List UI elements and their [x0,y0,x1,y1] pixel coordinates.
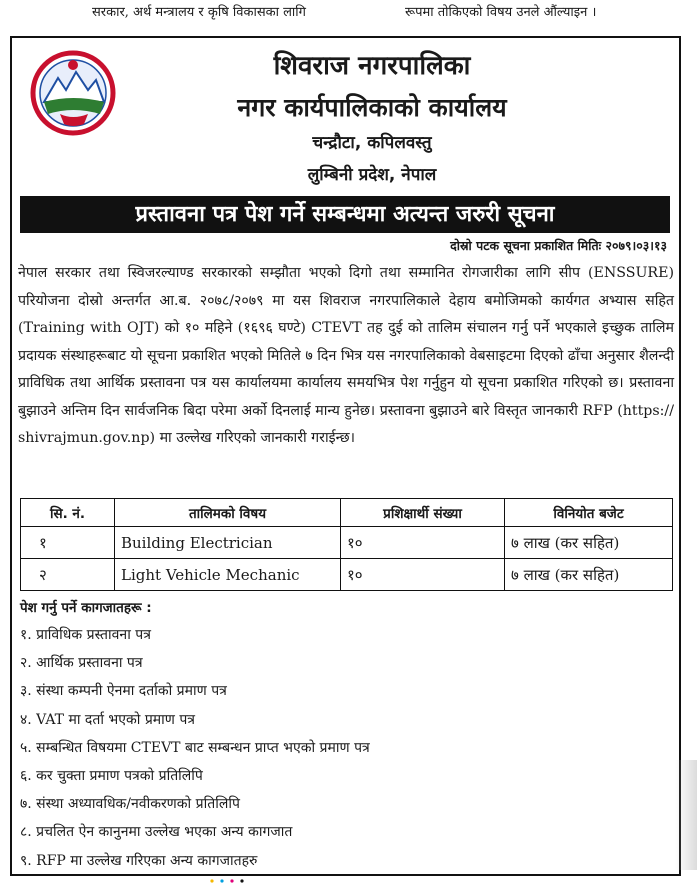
table-cell: १० [341,527,505,559]
list-item: ९. RFP मा उल्लेख गरिएका अन्य कागजातहरु [20,852,258,869]
published-date: दोस्रो पटक सूचना प्रकाशित मितिः २०७९।०३।१३ [450,238,667,253]
clipping-right-text: रूपमा तोकिएको विषय उनले औंल्याइन । [405,5,597,20]
nepal-government-emblem-icon [30,50,116,136]
table-header-row [21,499,673,527]
page-shadow [675,760,697,870]
notice-body: नेपाल सरकार तथा स्विजरल्याण्ड सरकारको सम्झौता भएको दिगो तथा सम्मानित रोगजारीका लागि सीप (ENSSURE) परियोजना दोस्रो अन्तर्गत आ.ब. २०७८/२०७९ मा यस शिवराज नगरपालिकाले देहाय बमोजिमको कार्यगत अभ्यास सहित (Training with OJT) को १० महिने (१६९६ घण्टे) CTEVT तह दुई को तालिम संचालन गर्नु पर्ने भएकाले इच्छुक तालिम प्रदायक संस्थाहरूबाट यो सूचना प्रकाशित भएको मितिले ७ दिन भित्र यस नगरपालिकाको वेबसाइटमा दिएको ढाँचा अनुसार शैलन्दी प्राविधिक तथा आर्थिक प्रस्तावना पत्र यस कार्यालयमा कार्यालय समयभित्र पेश गर्नुहुन यो सूचना प्रकाशित गरिएको छ। प्रस्तावना बुझाउने अन्तिम दिन सार्वजनिक बिदा परेमा अर्को दिनलाई मान्य हुनेछ। प्रस्तावना बुझाउने बारे विस्तृत जानकारी RFP (https:// shivrajmun.gov.np) मा उल्लेख गरिएको जानकारी गराईन्छ। [18,265,674,446]
documents-title: पेश गर्नु पर्ने कागजातहरू : [20,600,152,616]
notice-title-banner: प्रस्तावना पत्र पेश गर्ने सम्बन्धमा अत्यन्त जरुरी सूचना [20,196,670,233]
list-item: ७. संस्था अध्यावधिक/नवीकरणको प्रतिलिपि [20,796,240,813]
list-item: ६. कर चुक्ता प्रमाण पत्रको प्रतिलिपि [20,767,203,784]
table-cell: २ [21,559,115,591]
table-cell: ७ लाख (कर सहित) [505,559,673,591]
public-notice [10,36,681,876]
list-item: ३. संस्था कम्पनी ऐनमा दर्ताको प्रमाण पत्र [20,683,227,700]
column-header: सि. नं. [21,499,115,527]
list-item: ४. VAT मा दर्ता भएको प्रमाण पत्र [20,711,196,728]
table-row [21,559,673,591]
color-dots-decoration [208,878,258,884]
column-header: विनियोत बजेट [505,499,673,527]
address-line-1: चन्द्रौटा, कपिलवस्तु [312,133,432,153]
list-item: ८. प्रचलित ऐन कानुनमा उल्लेख भएका अन्य कागजात [20,824,293,841]
table-cell: Light Vehicle Mechanic [115,559,341,591]
list-item: १. प्राविधिक प्रस्तावना पत्र [20,627,151,643]
documents-list [20,625,370,879]
org-name: शिवराज नगरपालिका [273,51,471,81]
table-cell: ७ लाख (कर सहित) [505,527,673,559]
column-header: प्रशिक्षार्थी संख्या [341,499,505,527]
table-cell: १० [341,559,505,591]
training-table [20,498,673,591]
address-line-2: लुम्बिनी प्रदेश, नेपाल [307,165,437,185]
column-header: तालिमको विषय [115,499,341,527]
table-row [21,527,673,559]
table-cell: १ [21,527,115,559]
office-name: नगर कार्यपालिकाको कार्यालय [237,93,507,122]
list-item: २. आर्थिक प्रस्तावना पत्र [20,655,143,672]
previous-article-clipping [0,0,697,22]
list-item: ५. सम्बन्धित विषयमा CTEVT बाट सम्बन्धन प्राप्त भएको प्रमाण पत्र [20,739,370,756]
table-cell: Building Electrician [115,527,341,559]
clipping-left-text: सरकार, अर्थ मन्त्रालय र कृषि विकासका लागि [92,5,306,20]
